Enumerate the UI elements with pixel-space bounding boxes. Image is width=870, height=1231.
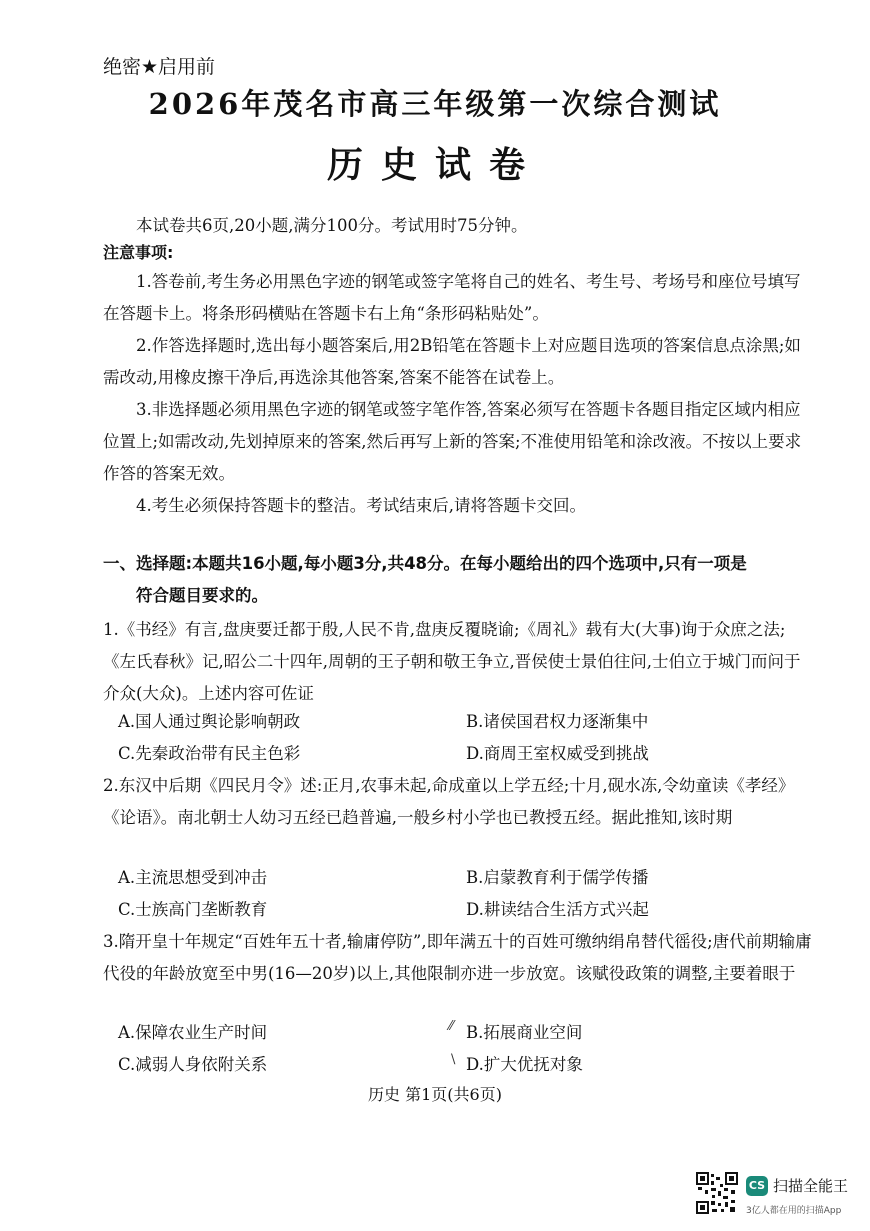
- subject-title: 历史试卷: [326, 144, 543, 186]
- scanner-app-name: 扫描全能王: [773, 1177, 849, 1195]
- scanner-slogan: 3亿人都在用的扫描App: [746, 1206, 842, 1216]
- section-heading-line-2: 符合题目要求的。: [136, 586, 268, 605]
- pencil-mark: ⁄⁄: [449, 1019, 454, 1034]
- notice-item-3: 3.非选择题必须用黑色字迹的钢笔或签字笔作答,答案必须写在答题卡各题目指定区域内相应位置上;如需改动,先划掉原来的答案,然后再写上新的答案;不准使用铅笔和涂改液。不按以上要求作答的答案无效。: [103, 400, 802, 483]
- question-1-option-d: D.商周王室权威受到挑战: [466, 744, 649, 763]
- page-footer: 历史 第1页(共6页): [368, 1085, 502, 1104]
- qr-code-icon: [696, 1172, 738, 1214]
- question-1-option-b: B.诸侯国君权力逐渐集中: [466, 712, 649, 731]
- question-3-option-d: D.扩大优抚对象: [466, 1055, 583, 1074]
- question-3-option-b: B.拓展商业空间: [466, 1023, 583, 1042]
- question-1-stem: 1.《书经》有言,盘庚要迁都于殷,人民不肯,盘庚反覆晓谕;《周礼》载有大(大事)询于众庶之法;《左氏春秋》记,昭公二十四年,周朝的王子朝和敬王争立,晋侯使士景伯往问,士伯立于城门而问于介众(大众)。上述内容可佐证: [103, 620, 801, 703]
- question-1-option-c: C.先秦政治带有民主色彩: [118, 744, 301, 763]
- notice-heading: 注意事项:: [103, 243, 174, 262]
- camscanner-logo-icon: CS: [746, 1176, 768, 1196]
- section-heading: [103, 548, 813, 612]
- intro-text: 本试卷共6页,20小题,满分100分。考试用时75分钟。: [136, 216, 528, 235]
- section-heading-line-1: 一、选择题:本题共16小题,每小题3分,共48分。在每小题给出的四个选项中,只有一项是: [103, 554, 747, 573]
- question-2-stem: 2.东汉中后期《四民月令》述:正月,农事未起,命成童以上学五经;十月,砚水冻,令幼童读《孝经》《论语》。南北朝士人幼习五经已趋普遍,一般乡村小学也已教授五经。据此推知,该时期: [103, 776, 795, 827]
- question-2-option-b: B.启蒙教育利于儒学传播: [466, 868, 649, 887]
- question-2-option-a: A.主流思想受到冲击: [118, 868, 268, 887]
- exam-title: 2026年茂名市高三年级第一次综合测试: [148, 87, 722, 121]
- notice-item-1: 1.答卷前,考生务必用黑色字迹的钢笔或签字笔将自己的姓名、考生号、考场号和座位号填写在答题卡上。将条形码横贴在答题卡右上角“条形码粘贴处”。: [103, 272, 801, 323]
- question-3-stem: 3.隋开皇十年规定“百姓年五十者,输庸停防”,即年满五十的百姓可缴纳绢帛替代徭役;唐代前期输庸代役的年龄放宽至中男(16—20岁)以上,其他限制亦进一步放宽。该赋役政策的调整,主要着眼于: [103, 932, 812, 983]
- question-2-option-c: C.士族高门垄断教育: [118, 900, 268, 919]
- question-3-option-a: A.保障农业生产时间: [118, 1023, 268, 1042]
- notice-item-2: 2.作答选择题时,选出每小题答案后,用2B铅笔在答题卡上对应题目选项的答案信息点涂黑;如需改动,用橡皮擦干净后,再选涂其他答案,答案不能答在试卷上。: [103, 336, 801, 387]
- pencil-mark: \: [451, 1052, 456, 1067]
- notice-item-4: 4.考生必须保持答题卡的整洁。考试结束后,请将答题卡交回。: [136, 496, 586, 515]
- question-2-option-d: D.耕读结合生活方式兴起: [466, 900, 649, 919]
- confidential-label: 绝密★启用前: [103, 56, 216, 78]
- question-3-option-c: C.减弱人身依附关系: [118, 1055, 268, 1074]
- question-1-option-a: A.国人通过舆论影响朝政: [118, 712, 301, 731]
